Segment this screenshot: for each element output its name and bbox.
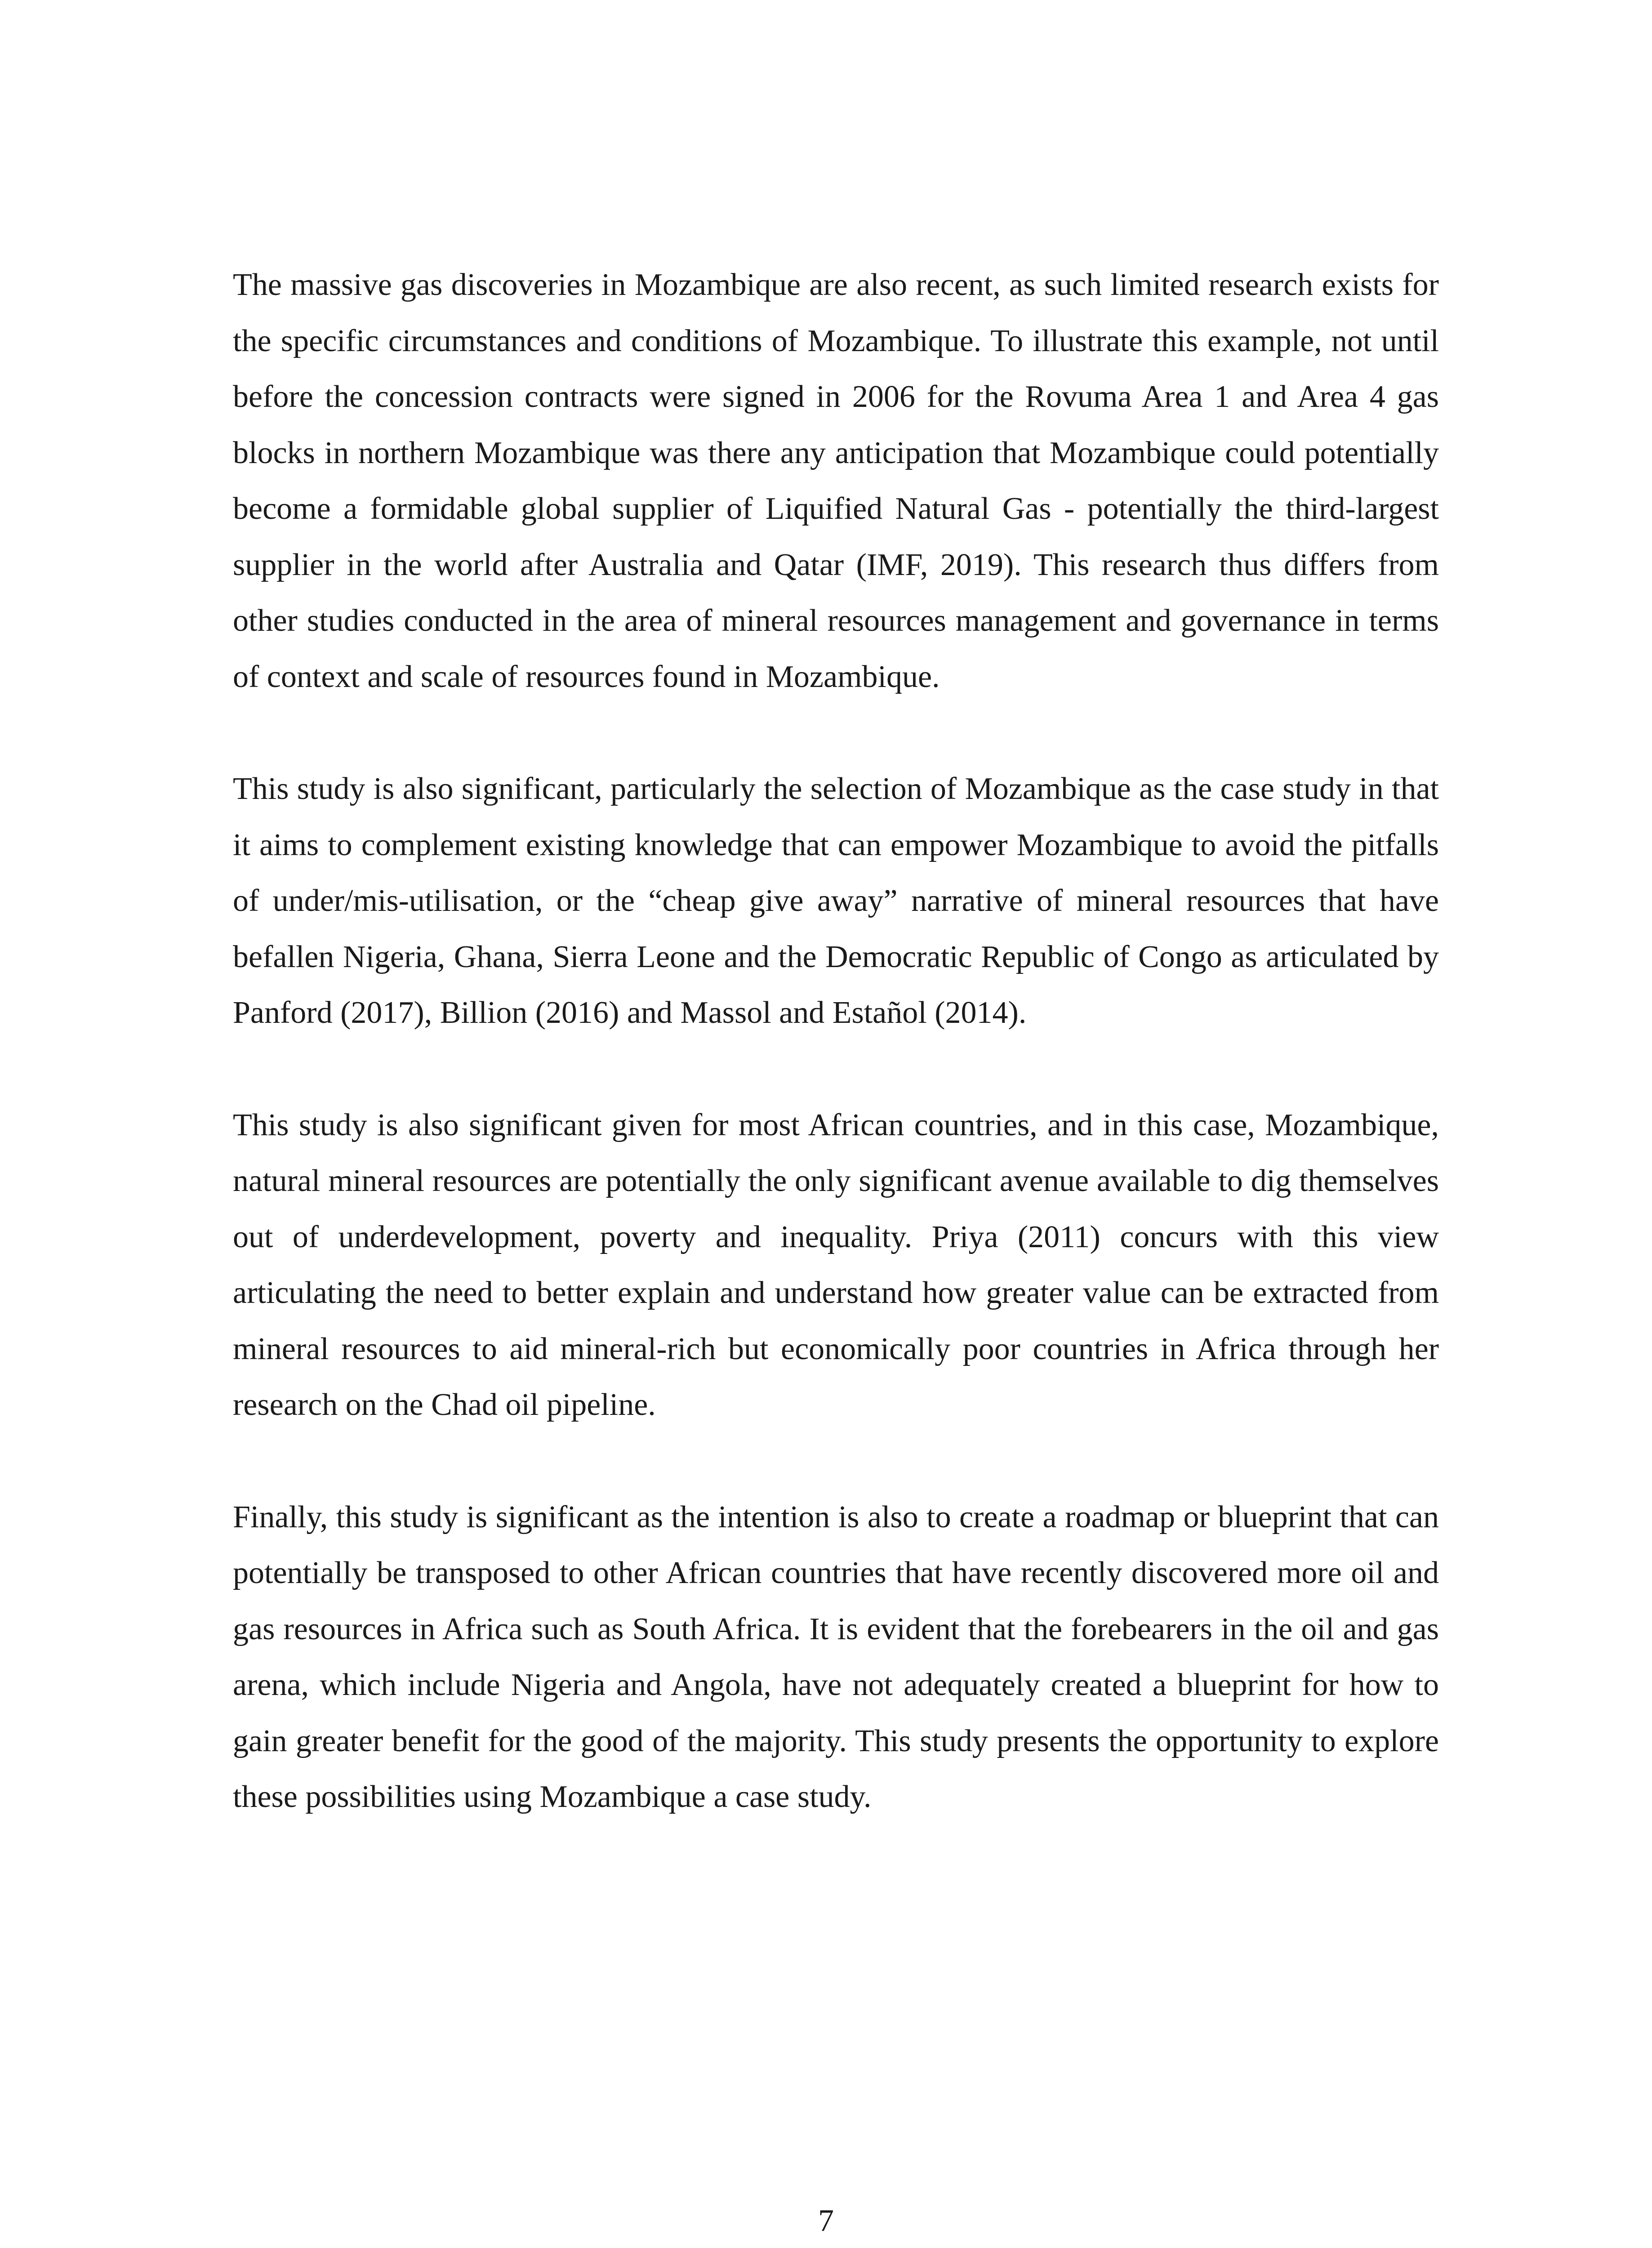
body-text bbox=[233, 257, 1439, 1882]
paragraph-4: Finally, this study is significant as the intention is also to create a roadmap or blueprint that can potentially be transposed to other African countries that have recently discovered more oil and gas resources in Africa such as South Africa. It is evident that the forebearers in the oil and gas arena, which include Nigeria and Angola, have not adequately created a blueprint for how to gain greater benefit for the good of the majority. This study presents the opportunity to explore these possibilities using Mozambique a case study. bbox=[233, 1499, 1439, 1814]
paragraph-2: This study is also significant, particularly the selection of Mozambique as the case study in that it aims to complement existing knowledge that can empower Mozambique to avoid the pitfalls of under/mis-utilisation, or the “cheap give away” narrative of mineral resources that have befallen Nigeria, Ghana, Sierra Leone and the Democratic Republic of Congo as articulated by Panford (2017), Billion (2016) and Massol and Estañol (2014). bbox=[233, 772, 1439, 1030]
paragraph-3: This study is also significant given for most African countries, and in this case, Mozambique, natural mineral resources are potentially the only significant avenue available to dig themselves out of underdevelopment, poverty and inequality. Priya (2011) concurs with this view articulating the need to better explain and understand how greater value can be extracted from mineral resources to aid mineral-rich but economically poor countries in Africa through her research on the Chad oil pipeline. bbox=[233, 1107, 1439, 1422]
paragraph-1: The massive gas discoveries in Mozambique are also recent, as such limited research exists for the specific circumstances and conditions of Mozambique. To illustrate this example, not until before the concession contracts were signed in 2006 for the Rovuma Area 1 and Area 4 gas blocks in northern Mozambique was there any anticipation that Mozambique could potentially become a formidable global supplier of Liquified Natural Gas - potentially the third-largest supplier in the world after Australia and Qatar (IMF, 2019). This research thus differs from other studies conducted in the area of mineral resources management and governance in terms of context and scale of resources found in Mozambique. bbox=[233, 268, 1439, 694]
page-number: 7 bbox=[818, 2203, 834, 2238]
